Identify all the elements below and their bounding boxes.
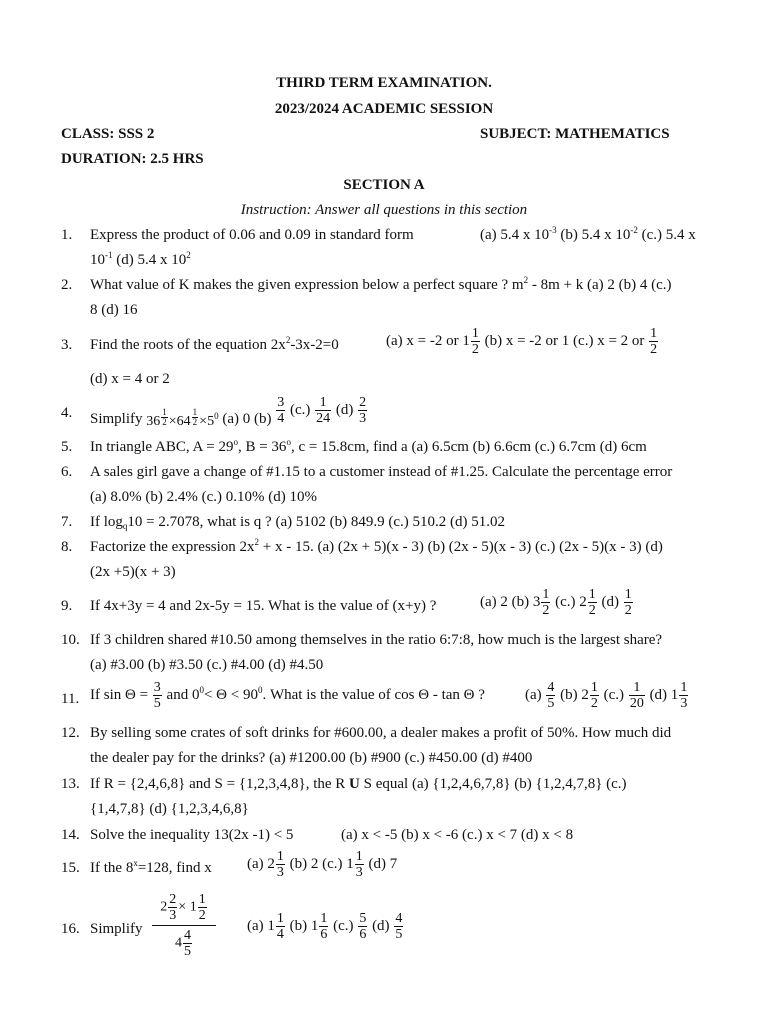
question-2-line2: 8 (d) 16 [90, 302, 138, 318]
question-number: 14. [61, 827, 80, 843]
question-number: 5. [61, 439, 73, 455]
question-number: 6. [61, 464, 73, 480]
question-8-line2: (2x +5)(x + 3) [90, 564, 176, 580]
question-3-line2: (d) x = 4 or 2 [90, 371, 170, 387]
question-number: 10. [61, 632, 80, 648]
question-9-options: (a) 2 (b) 3 $\frac{1}{2}$ (c.) 2 $\frac{1}{2}$ (d) $\frac{1}{2}$ [480, 587, 632, 618]
question-15-text: If the $8^x=128$, find x [90, 858, 212, 876]
question-13-text: If R = {2,4,6,8} and S = {1,2,3,4,8}, the R U S equal (a) {1,2,4,6,7,8} (b) {1,2,4,7,8} (c.) [90, 776, 627, 792]
question-3-text: Find the roots of the equation $2x^2-3x-2=0$ [90, 335, 339, 353]
class-label: CLASS: SSS 2 [61, 126, 155, 142]
question-14-options: (a) x < -5 (b) x < -6 (c.) x < 7 (d) x < 8 [341, 827, 574, 843]
compound-fraction-denominator: 4 $\frac{4}{5}$ [175, 928, 191, 959]
question-12-text: By selling some crates of soft drinks for #600.00, a dealer makes a profit of 50%. How much did [90, 725, 672, 741]
question-1-options: (a) 5.4 x $10^{-3}$ (b) 5.4 x $10^{-2}$ (c.) 5.4 x [480, 225, 696, 243]
question-2-text: What value of K makes the given expression below a perfect square ? $m^2 - 8m + k$ (a) 2 (b) 4 (c.) [90, 275, 672, 293]
question-number: 11. [61, 691, 80, 707]
question-1-text: Express the product of 0.06 and 0.09 in standard form [90, 227, 414, 243]
question-number: 8. [61, 539, 73, 555]
question-10-line2: (a) #3.00 (b) #3.50 (c.) #4.00 (d) #4.50 [90, 657, 324, 673]
compound-fraction [152, 892, 216, 959]
duration-label: DURATION: 2.5 HRS [61, 151, 204, 167]
question-16-options: (a) 1 $\frac{1}{4}$ (b) 1 $\frac{1}{6}$ (c.) $\frac{5}{6}$ (d) $\frac{4}{5}$ [247, 911, 403, 942]
section-title: SECTION A [343, 177, 425, 193]
question-number: 4. [61, 405, 73, 421]
question-number: 9. [61, 598, 73, 614]
question-6-line2: (a) 8.0% (b) 2.4% (c.) 0.10% (d) 10% [90, 489, 318, 505]
question-15-options: (a) 2 $\frac{1}{3}$ (b) 2 (c.) 1 $\frac{1}{3}$ (d) 7 [247, 849, 398, 880]
question-7-text: If $\log_q10 = 2.7078$, what is q ? (a) 5102 (b) 849.9 (c.) 510.2 (d) 51.02 [90, 514, 505, 531]
question-number: 2. [61, 277, 73, 293]
question-14-text: Solve the inequality 13(2x -1) < 5 [90, 827, 294, 843]
question-number: 16. [61, 921, 80, 937]
question-number: 7. [61, 514, 73, 530]
question-12-line2: the dealer pay for the drinks? (a) #1200.00 (b) #900 (c.) #450.00 (d) #400 [90, 750, 533, 766]
question-13-line2: {1,4,7,8} (d) {1,2,3,4,6,8} [90, 801, 249, 817]
question-16-text: Simplify [90, 921, 143, 937]
question-number: 12. [61, 725, 80, 741]
question-1-line2: $10^{-1}$ (d) 5.4 x $10^2$ [90, 250, 191, 268]
compound-fraction-bar [152, 925, 216, 926]
question-11-text: If sin Θ = $\frac{3}{5}$ and $0^0< \Theta < 90^0$. What is the value of cos Θ - tan Θ ? [90, 680, 485, 711]
question-3-options: (a) x = -2 or 1 $\frac{1}{2}$ (b) x = -2 or 1 (c.) x = 2 or $\frac{1}{2}$ [386, 326, 658, 357]
question-8-text: Factorize the expression $2x^2 + x - 15$. (a) (2x + 5)(x - 3) (b) (2x - 5)(x - 3) (c.) (2x - 5)(x - 3) (d) [90, 537, 663, 555]
question-number: 1. [61, 227, 73, 243]
question-5-text: In triangle ABC, $A = 29^o$, $B = 36^o$, c = 15.8cm, find a (a) 6.5cm (b) 6.6cm (c.) 6.7cm (d) 6cm [90, 437, 647, 455]
question-6-text: A sales girl gave a change of #1.15 to a customer instead of #1.25. Calculate the percentage error [90, 464, 673, 480]
question-number: 13. [61, 776, 80, 792]
question-11-options: (a) $\frac{4}{5}$ (b) 2 $\frac{1}{2}$ (c.) $\frac{1}{20}$ (d) 1 $\frac{1}{3}$ [525, 680, 688, 711]
exam-title: THIRD TERM EXAMINATION. [276, 75, 492, 91]
question-number: 3. [61, 337, 73, 353]
instruction-text: Instruction: Answer all questions in this section [240, 202, 528, 218]
question-number: 15. [61, 860, 80, 876]
question-4-text: Simplify 36 $\frac{1}{2}$ ×64 $\frac{1}{2}$ $\times 5^0$ (a) 0 (b) $\frac{3}{4}$ (c.) $\frac{1}{24}$ (d) $\frac{2}{3}$ [90, 395, 367, 429]
question-9-text: If 4x+3y = 4 and 2x-5y = 15. What is the value of (x+y) ? [90, 598, 437, 614]
session-title: 2023/2024 ACADEMIC SESSION [274, 101, 494, 117]
compound-fraction-numerator: 2 $\frac{2}{3}$ × 1 $\frac{1}{2}$ [160, 892, 206, 923]
question-10-text: If 3 children shared #10.50 among themselves in the ratio 6:7:8, how much is the largest share? [90, 632, 663, 648]
subject-label: SUBJECT: MATHEMATICS [480, 126, 670, 142]
